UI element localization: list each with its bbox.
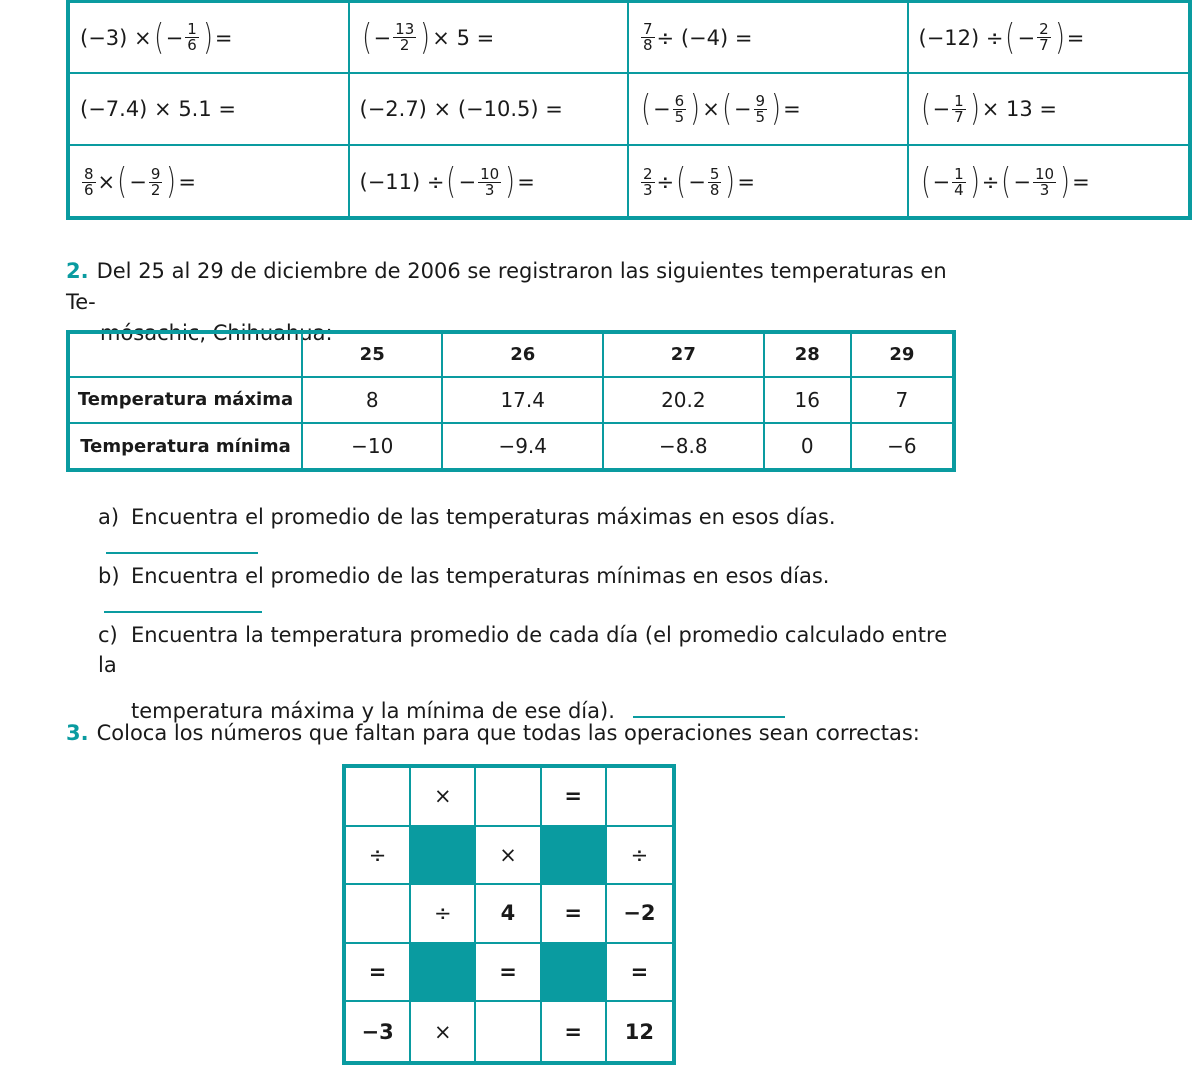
puzzle-operator-cell: = <box>542 1002 607 1061</box>
close-paren: ) <box>969 161 980 202</box>
day-header: 26 <box>442 332 603 377</box>
puzzle-number-cell: −3 <box>346 1002 411 1061</box>
expression-text: = <box>178 170 197 194</box>
expression-text: = <box>214 25 233 50</box>
day-header: 28 <box>764 332 851 377</box>
expression-text: (−12) ÷ <box>918 25 1004 50</box>
min-temperature-value: −9.4 <box>442 423 603 470</box>
operation-cell-r3c3[interactable] <box>629 146 909 218</box>
operation-cell-r1c3[interactable] <box>629 3 909 72</box>
operation-cell-r3c4[interactable] <box>909 146 1189 218</box>
fraction-denominator: 3 <box>484 180 495 199</box>
answer-blank-c[interactable] <box>633 696 785 718</box>
min-temperature-row <box>68 423 954 470</box>
open-paren: ( <box>641 88 651 129</box>
fraction <box>185 22 199 53</box>
fraction <box>149 164 163 199</box>
fraction <box>952 164 966 199</box>
expression-text: × 13 = <box>981 97 1058 121</box>
puzzle-empty-cell[interactable] <box>476 1002 541 1061</box>
fraction-numerator: 1 <box>187 20 197 38</box>
fraction-denominator: 8 <box>709 180 720 199</box>
expression-text: − <box>653 97 671 121</box>
puzzle-operator-cell: ÷ <box>607 827 672 886</box>
expression-text: − <box>165 25 184 50</box>
subquestion-c-letter: c) <box>98 623 118 647</box>
close-paren: ) <box>202 16 213 58</box>
puzzle-shaded-cell <box>542 827 607 886</box>
fraction-denominator: 4 <box>954 180 964 199</box>
expression-text: ÷ (−4) = <box>656 25 753 50</box>
subquestion-b <box>98 561 958 621</box>
expression-text: = <box>1072 170 1090 194</box>
fraction-numerator: 2 <box>1039 20 1049 38</box>
max-temperature-value: 7 <box>851 377 954 424</box>
expression-text: − <box>733 97 752 121</box>
operations-row <box>70 74 1188 146</box>
expression-text: − <box>373 25 392 50</box>
max-temperature-value: 17.4 <box>442 377 603 424</box>
puzzle-number-cell: −2 <box>607 885 672 944</box>
close-paren: ) <box>969 88 980 129</box>
min-temperature-value: −8.8 <box>603 423 764 470</box>
puzzle-operator-cell: = <box>476 944 541 1003</box>
expression-text: × 5 = <box>432 25 495 50</box>
operation-cell-r2c4[interactable] <box>909 74 1189 144</box>
fraction-denominator: 7 <box>954 107 964 126</box>
puzzle-number-cell: 12 <box>624 1019 654 1044</box>
fraction-numerator: 8 <box>84 164 94 183</box>
close-paren: ) <box>725 161 736 202</box>
temperature-header-row <box>68 332 954 377</box>
subquestion-c-text: Encuentra la temperatura promedio de cada día (el promedio calculado entre la <box>98 623 948 677</box>
puzzle-empty-cell[interactable] <box>476 768 541 827</box>
max-temperature-value: 20.2 <box>603 377 764 424</box>
max-temperature-value: 16 <box>764 377 851 424</box>
day-header: 25 <box>302 332 442 377</box>
fraction-numerator: 5 <box>709 164 720 183</box>
expression-text: ÷ <box>656 170 675 194</box>
puzzle-operator-cell: = <box>607 944 672 1003</box>
puzzle-operator-cell: = <box>542 768 607 827</box>
fraction-numerator: 9 <box>755 91 766 110</box>
close-paren: ) <box>771 88 782 129</box>
puzzle-empty-cell[interactable] <box>346 885 411 944</box>
subquestion-c-text-cont: temperatura máxima y la mínima de ese día). <box>131 699 615 723</box>
temperature-corner-cell <box>68 332 302 377</box>
problem-3-number: 3. <box>66 721 89 745</box>
open-paren: ( <box>446 161 457 202</box>
fraction-numerator: 9 <box>150 164 161 183</box>
fraction <box>754 91 768 126</box>
fraction <box>1033 164 1056 199</box>
close-paren: ) <box>505 161 516 202</box>
operations-table <box>66 0 1192 220</box>
puzzle-operator-cell: ÷ <box>411 885 476 944</box>
puzzle-number-cell: 4 <box>476 885 541 944</box>
fraction-denominator: 5 <box>674 107 685 126</box>
answer-blank-a[interactable] <box>106 532 258 554</box>
expression-text: × <box>702 97 720 121</box>
fraction <box>641 22 655 53</box>
number-puzzle-grid <box>342 764 676 1065</box>
open-paren: ( <box>721 88 732 129</box>
expression-text: × <box>97 170 116 194</box>
open-paren: ( <box>117 161 128 202</box>
fraction-denominator: 2 <box>150 180 161 199</box>
answer-blank-b[interactable] <box>104 591 262 613</box>
problem-2-number: 2. <box>66 259 89 283</box>
puzzle-operator-cell: = <box>542 885 607 944</box>
expression-text: − <box>129 170 147 194</box>
operation-cell-r2c3[interactable] <box>629 74 909 144</box>
operation-cell-r2c1[interactable] <box>70 74 350 144</box>
expression-text: − <box>458 170 477 194</box>
subquestion-c <box>98 620 958 726</box>
expression-text: − <box>1013 170 1032 194</box>
expression-text: (−3) × <box>80 25 152 50</box>
open-paren: ( <box>361 16 372 58</box>
subquestion-a-text: Encuentra el promedio de las temperaturas máximas en esos días. <box>131 505 836 529</box>
fraction-numerator: 13 <box>395 20 415 38</box>
fraction-denominator: 8 <box>643 36 653 54</box>
fraction-denominator: 3 <box>643 180 653 199</box>
expression-text: (−11) ÷ <box>359 170 445 194</box>
operation-cell-r3c2[interactable] <box>350 146 630 218</box>
max-temperature-row <box>68 377 954 424</box>
operations-row <box>70 0 1188 74</box>
expression-text: = <box>783 97 801 121</box>
subquestion-b-text: Encuentra el promedio de las temperaturas mínimas en esos días. <box>131 564 830 588</box>
close-paren: ) <box>690 88 701 129</box>
expression-text: − <box>1017 25 1036 50</box>
close-paren: ) <box>1060 161 1071 202</box>
expression-text: − <box>932 97 951 121</box>
fraction-denominator: 6 <box>187 36 197 54</box>
expression-text: = <box>1066 25 1085 50</box>
operation-cell-r1c4[interactable] <box>909 3 1189 72</box>
fraction-denominator: 2 <box>399 36 410 54</box>
puzzle-operator-cell: × <box>476 827 541 886</box>
close-paren: ) <box>420 16 431 58</box>
operation-cell-r1c2[interactable] <box>350 3 630 72</box>
subquestion-a <box>98 502 958 562</box>
fraction <box>393 22 416 53</box>
close-paren: ) <box>166 161 177 202</box>
puzzle-empty-cell[interactable] <box>607 768 672 827</box>
fraction <box>641 164 655 199</box>
fraction-denominator: 3 <box>1039 180 1050 199</box>
fraction-denominator: 5 <box>755 107 766 126</box>
min-temperature-value: −10 <box>302 423 442 470</box>
subquestion-a-letter: a) <box>98 505 120 529</box>
min-temperature-value: 0 <box>764 423 851 470</box>
fraction <box>82 164 96 199</box>
open-paren: ( <box>676 161 687 202</box>
operation-cell-r3c1[interactable] <box>70 146 350 218</box>
temperature-table <box>66 330 956 472</box>
fraction <box>952 91 966 126</box>
puzzle-operator-cell: × <box>411 1002 476 1061</box>
fraction-numerator: 10 <box>480 164 500 183</box>
min-temperature-label: Temperatura mínima <box>68 423 302 470</box>
min-temperature-value: −6 <box>851 423 954 470</box>
open-paren: ( <box>920 161 931 202</box>
day-header: 29 <box>851 332 954 377</box>
open-paren: ( <box>1005 16 1016 58</box>
expression-text: − <box>688 170 706 194</box>
fraction-denominator: 7 <box>1039 36 1049 54</box>
fraction <box>708 164 722 199</box>
fraction-numerator: 6 <box>674 91 685 110</box>
expression-text: − <box>932 170 951 194</box>
operation-cell-r1c1[interactable] <box>70 3 350 72</box>
fraction-numerator: 7 <box>643 20 653 38</box>
operations-row <box>70 146 1188 218</box>
puzzle-operator-cell: = <box>346 944 411 1003</box>
puzzle-operator-cell: × <box>411 768 476 827</box>
fraction <box>1037 22 1051 53</box>
expression-text: ÷ <box>981 170 1000 194</box>
problem-2-text-line1: Del 25 al 29 de diciembre de 2006 se registraron las siguientes temperaturas en Te- <box>66 259 947 314</box>
puzzle-shaded-cell <box>542 944 607 1003</box>
max-temperature-value: 8 <box>302 377 442 424</box>
problem-2-text-line2: mósachic, Chihuahua: <box>100 321 333 345</box>
max-temperature-label: Temperatura máxima <box>68 377 302 424</box>
puzzle-operator-cell: ÷ <box>346 827 411 886</box>
close-paren: ) <box>1054 16 1065 58</box>
open-paren: ( <box>153 16 164 58</box>
fraction <box>673 91 687 126</box>
fraction-numerator: 2 <box>643 164 653 183</box>
fraction-denominator: 6 <box>84 180 94 199</box>
puzzle-shaded-cell <box>411 944 476 1003</box>
operation-cell-r2c2[interactable] <box>350 74 630 144</box>
problem-3 <box>66 718 966 749</box>
day-header: 27 <box>603 332 764 377</box>
open-paren: ( <box>1001 161 1012 202</box>
fraction <box>478 164 501 199</box>
fraction-numerator: 1 <box>954 164 964 183</box>
expression-text: = <box>737 170 756 194</box>
subquestion-b-letter: b) <box>98 564 120 588</box>
open-paren: ( <box>920 88 931 129</box>
problem-3-text: Coloca los números que faltan para que todas las operaciones sean correctas: <box>96 721 920 745</box>
fraction-numerator: 1 <box>954 91 964 110</box>
fraction-numerator: 10 <box>1035 164 1055 183</box>
expression-text: (−2.7) × (−10.5) = <box>359 97 563 121</box>
puzzle-shaded-cell <box>411 827 476 886</box>
puzzle-empty-cell[interactable] <box>346 768 411 827</box>
expression-text: = <box>517 170 535 194</box>
expression-text: (−7.4) × 5.1 = <box>80 97 236 121</box>
